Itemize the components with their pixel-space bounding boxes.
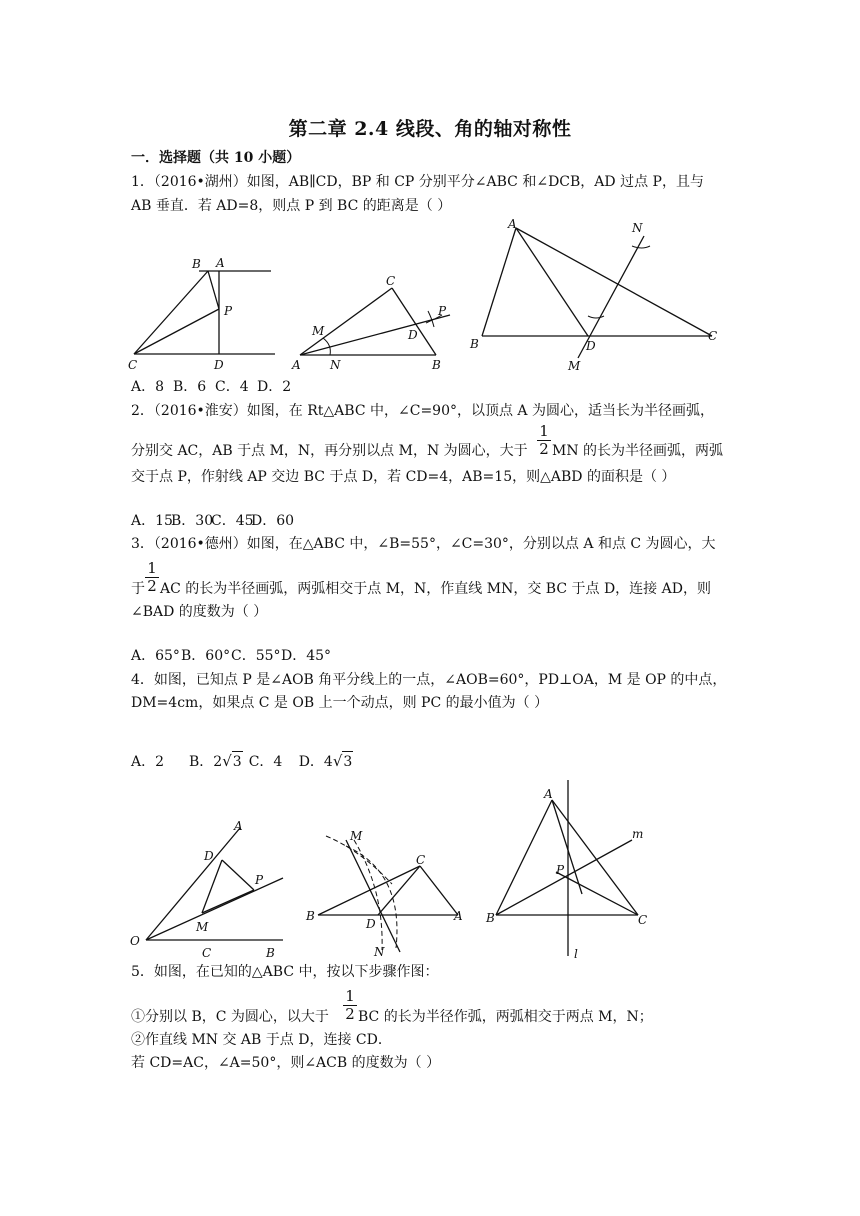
f6-label-m: m [632,827,644,841]
f4-label-D: D [204,849,214,863]
f6-label-C: C [638,913,648,927]
q2-text-line2a: 分别交 AC，AB 于点 M，N，再分别以点 M，N 为圆心，大于 [131,443,528,459]
f4-label-A: A [234,819,243,833]
figure-q1-parallel-lines [128,252,278,377]
f3-label-M: M [568,359,581,373]
frac-num: 1 [539,422,549,440]
q3-options [131,646,731,666]
f3-label-A: A [508,217,517,231]
figure-q2-right-triangle [290,275,460,375]
f3-label-N: N [632,221,643,235]
q5-step2: ②作直线 MN 交 AB 于点 D，连接 CD． [131,1032,392,1048]
q4-option-a: A．2 [131,754,165,770]
f2-label-M: M [312,324,325,338]
q2-fraction-half [537,424,551,457]
f6-label-A: A [544,787,553,801]
q1-option-c: C．4 [215,379,249,395]
f5-label-M: M [350,829,363,843]
frac-num: 1 [147,559,157,577]
frac-den: 2 [147,577,157,595]
q3-option-c: C．55° [231,648,281,664]
q2-text-line3: 交于点 P，作射线 AP 交边 BC 于点 D，若 CD=4，AB=15，则△ABD 的面积是（ ） [131,469,676,485]
f4-label-M: M [196,920,209,934]
section-heading: 一．选择题（共 10 小题） [131,150,301,166]
q4-text-line2: DM=4cm，如果点 C 是 OB 上一个动点，则 PC 的最小值为（ ） [131,695,549,711]
q3-text-line2a: 于 [131,581,145,597]
f1-label-C: C [128,358,138,372]
q2-option-a: A．15 [131,513,173,529]
f2-label-N: N [330,358,341,372]
page-title: 第二章 2.4 线段、角的轴对称性 [288,118,572,140]
figure-q4-angle-bisector [128,818,288,960]
f4-label-C: C [202,946,212,960]
q1-options [131,377,731,397]
q3-text-line2b: AC 的长为半径画弧，两弧相交于点 M，N，作直线 MN，交 BC 于点 D，连接 AD，则 [160,581,711,597]
figure-q6-triangle-bisectors [482,780,667,960]
f1-label-B: B [192,257,201,271]
q5-text-line4: 若 CD=AC，∠A=50°，则∠ACB 的度数为（ ） [131,1055,441,1071]
sqrt-icon: √ [332,752,343,770]
q5-step1a: ①分别以 B，C 为圆心，以大于 [131,1009,329,1025]
figure-q3-perpendicular-bisector [470,218,725,375]
sqrt-icon: √ [222,752,232,770]
q2-options [131,511,731,531]
f5-label-B: B [306,909,315,923]
q3-text-line1: 3．（2016•德州）如图，在△ABC 中，∠B=55°，∠C=30°，分别以点 A 和点 C 为圆心，大 [131,536,716,552]
q2-option-b: B．30 [171,513,214,529]
f5-label-A: A [454,909,463,923]
q4-option-b: B．2 [189,754,223,770]
q2-text-line1: 2．（2016•淮安）如图，在 Rt△ABC 中，∠C=90°，以顶点 A 为圆心，适当长为半径画弧， [131,403,714,419]
q5-step1b: BC 的长为半径作弧，两弧相交于两点 M，N； [358,1009,653,1025]
q4-option-b-radicand: 3 [232,751,243,772]
f4-label-B: B [266,946,275,960]
q2-option-d: D．60 [251,513,295,529]
f3-label-C: C [708,329,718,343]
figure-q5-triangle-arcs [300,820,472,960]
f5-label-C: C [416,853,426,867]
q5-text-line1: 5．如图，在已知的△ABC 中，按以下步骤作图： [131,964,439,980]
frac-den: 2 [345,1005,355,1023]
q1-text-line1: 1．（2016•湖州）如图，AB∥CD，BP 和 CP 分别平分∠ABC 和∠DCB，AD 过点 P，且与 [131,174,704,190]
f3-label-D: D [586,339,596,353]
f2-label-P: P [438,304,447,318]
q4-options [131,751,731,772]
q3-text-line3: ∠BAD 的度数为（ ） [131,604,268,620]
f6-label-B: B [486,911,495,925]
f2-label-B: B [432,358,441,372]
q4-option-c: C．4 [248,754,283,770]
f1-label-A: A [216,256,225,270]
f5-label-D: D [366,917,376,931]
f6-label-P: P [556,863,565,877]
q4-option-d: D．4 [298,754,333,770]
q1-text-line2: AB 垂直．若 AD=8，则点 P 到 BC 的距离是（ ） [131,198,452,214]
f5-label-N: N [374,945,385,959]
q1-option-b: B．6 [173,379,207,395]
frac-num: 1 [345,987,355,1005]
f4-label-O: O [130,934,140,948]
q3-option-a: A．65° [131,648,180,664]
f2-label-A: A [292,358,301,372]
q2-option-c: C．45 [211,513,254,529]
f3-label-B: B [470,337,479,351]
q2-text-line2b: MN 的长为半径画弧，两弧 [552,443,724,459]
f6-label-l: l [574,947,578,961]
q4-option-d-radicand: 3 [342,751,353,772]
q4-text-line1: 4．如图，已知点 P 是∠AOB 角平分线上的一点，∠AOB=60°，PD⊥OA，M 是 OP 的中点， [131,672,727,688]
q1-option-a: A．8 [131,379,165,395]
q3-fraction-half [145,561,159,594]
q5-fraction-half [343,989,357,1022]
f2-label-D: D [408,328,418,342]
q1-option-d: D．2 [257,379,292,395]
q3-option-d: D．45° [281,648,332,664]
f2-label-C: C [386,274,396,288]
f1-label-D: D [214,358,224,372]
f1-label-P: P [224,304,233,318]
q3-option-b: B．60° [181,648,231,664]
f4-label-P: P [255,873,264,887]
frac-den: 2 [539,440,549,458]
